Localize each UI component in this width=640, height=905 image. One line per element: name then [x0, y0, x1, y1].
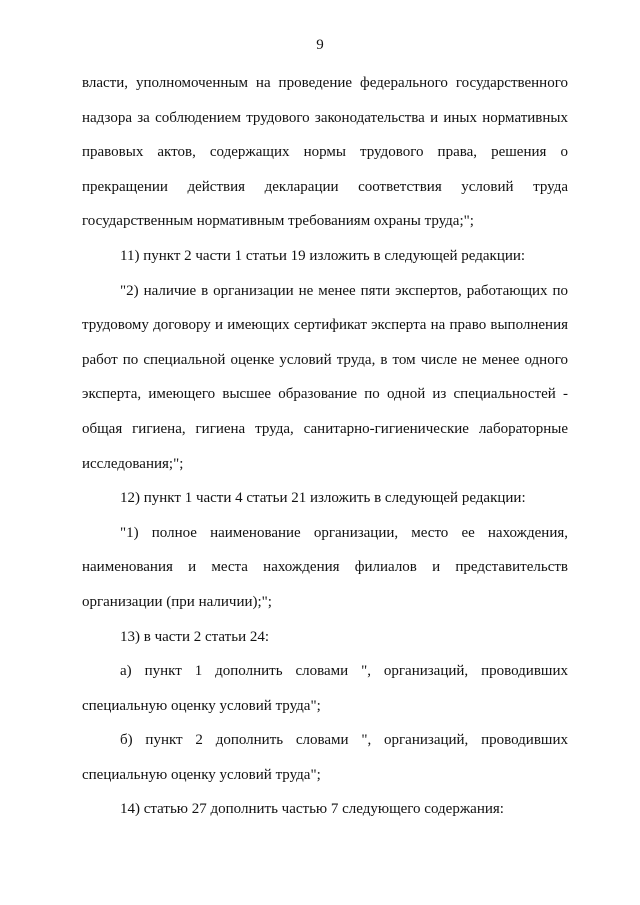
text-line: специальную оценку условий труда"; — [82, 697, 321, 714]
text-line: наименования и места нахождения филиалов и представительств — [82, 559, 568, 576]
page-number: 9 — [316, 37, 324, 53]
paragraph-heading: 11) пункт 2 части 1 статьи 19 изложить в следующей редакции: — [120, 247, 526, 264]
text-line: "2) наличие в организации не менее пяти экспертов, работающих по — [120, 282, 568, 299]
text-line: эксперта, имеющего высшее образование по одной из специальностей - — [82, 386, 568, 403]
text-line: трудовому договору и имеющих сертификат эксперта на право выполнения — [82, 317, 568, 334]
text-line: "1) полное наименование организации, место ее нахождения, — [120, 524, 568, 541]
text-line: надзора за соблюдением трудового законодательства и иных нормативных — [82, 109, 568, 126]
text-line: специальную оценку условий труда"; — [82, 766, 321, 783]
text-line: а) пункт 1 дополнить словами ", организаций, проводивших — [120, 663, 568, 680]
text-line: работ по специальной оценке условий труда, в том числе не менее одного — [82, 351, 568, 368]
paragraph-heading: 14) статью 27 дополнить частью 7 следующего содержания: — [120, 801, 504, 818]
paragraph-heading: 12) пункт 1 части 4 статьи 21 изложить в следующей редакции: — [120, 490, 526, 507]
text-line: б) пункт 2 дополнить словами ", организаций, проводивших — [120, 732, 568, 749]
text-line: общая гигиена, гигиена труда, санитарно-гигиенические лабораторные — [82, 420, 568, 437]
text-line: организации (при наличии);"; — [82, 593, 272, 610]
text-line: правовых актов, содержащих нормы трудового права, решения о — [82, 144, 568, 161]
document-body — [82, 66, 568, 827]
paragraph-heading: 13) в части 2 статьи 24: — [120, 628, 270, 645]
text-line: исследования;"; — [82, 455, 184, 472]
text-line: прекращении действия декларации соответствия условий труда — [82, 178, 568, 195]
text-line: власти, уполномоченным на проведение федерального государственного — [82, 75, 568, 91]
text-line: государственным нормативным требованиям охраны труда;"; — [82, 213, 474, 230]
